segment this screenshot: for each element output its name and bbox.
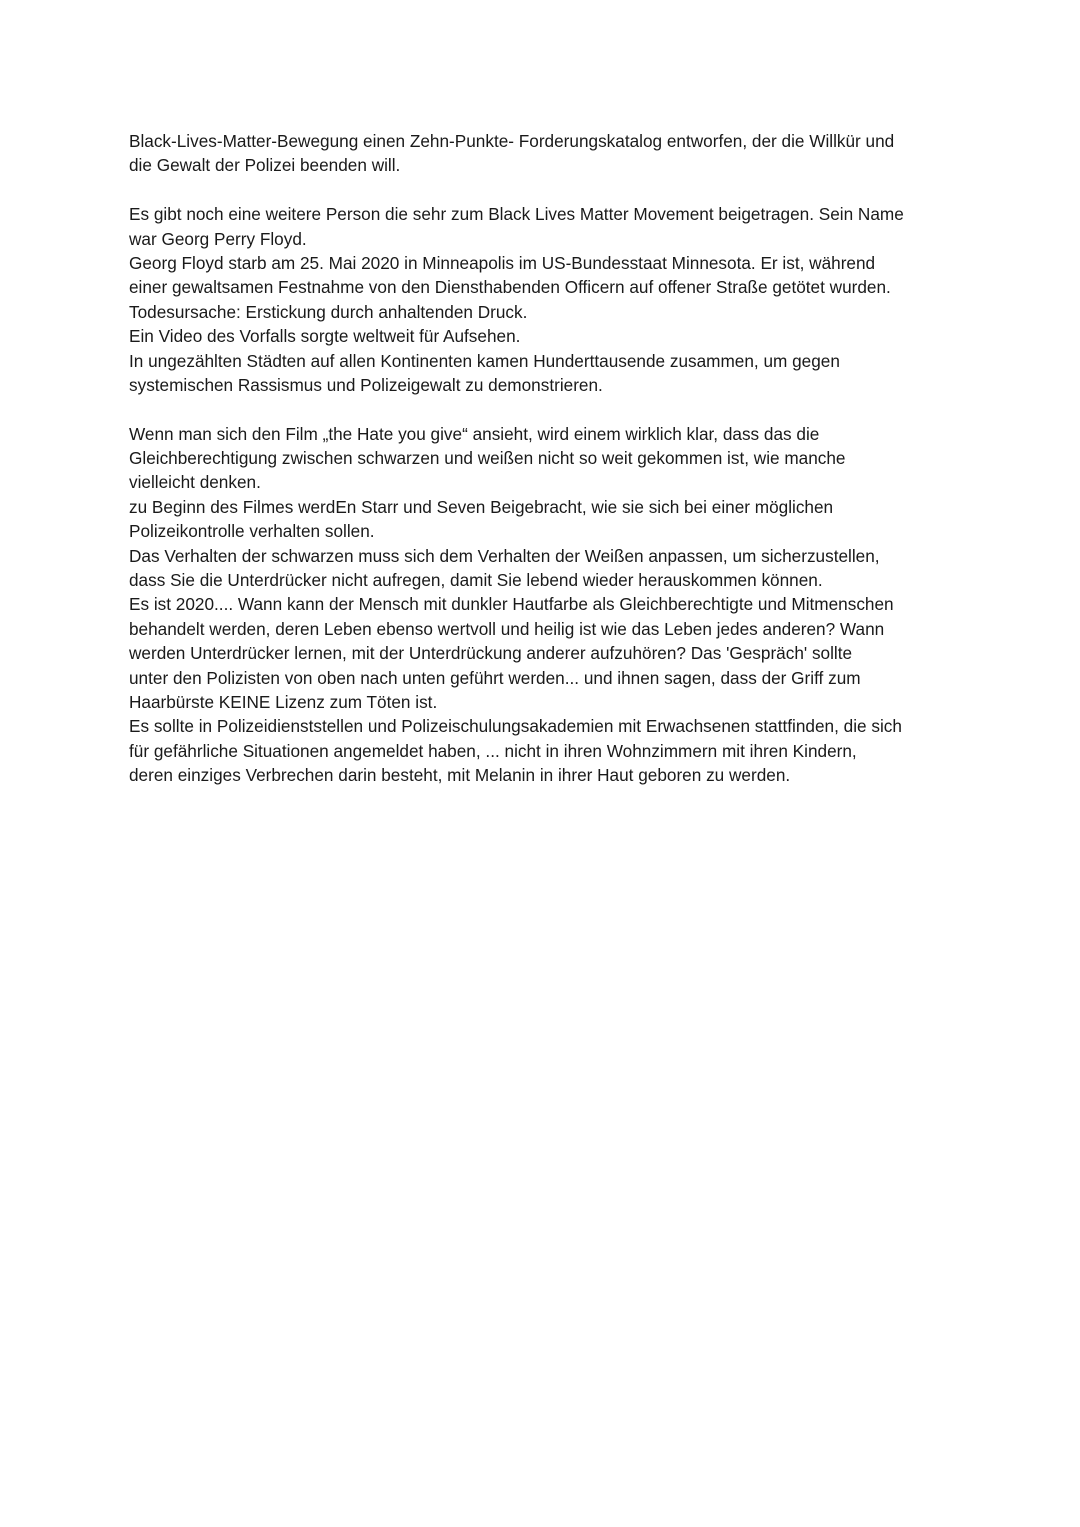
text-line: Es ist 2020.... Wann kann der Mensch mit dunkler Hautfarbe als Gleichberechtigte und Mitmenschen [129, 594, 894, 615]
text-line: Es sollte in Polizeidienststellen und Polizeischulungsakademien mit Erwachsenen stattfinden, die sich [129, 716, 902, 737]
text-line: systemischen Rassismus und Polizeigewalt zu demonstrieren. [129, 374, 603, 395]
paragraph-1 [129, 129, 969, 178]
text-line: Das Verhalten der schwarzen muss sich dem Verhalten der Weißen anpassen, um sicherzustellen, [129, 545, 880, 566]
text-line: Black-Lives-Matter-Bewegung einen Zehn-Punkte- Forderungskatalog entworfen, der die Willkür und [129, 131, 895, 151]
text-line: Todesursache: Erstickung durch anhaltenden Druck. [129, 301, 528, 322]
text-line: Polizeikontrolle verhalten sollen. [129, 521, 375, 542]
text-line: Es gibt noch eine weitere Person die sehr zum Black Lives Matter Movement beigetragen. Sein Name [129, 204, 904, 225]
text-line: einer gewaltsamen Festnahme von den Diensthabenden Officern auf offener Straße getötet wurden. [129, 277, 891, 298]
text-line: zu Beginn des Filmes werdEn Starr und Seven Beigebracht, wie sie sich bei einer möglichen [129, 496, 834, 517]
paragraph-2 [129, 202, 969, 397]
text-line: Haarbürste KEINE Lizenz zum Töten ist. [129, 691, 438, 712]
text-line: vielleicht denken. [129, 472, 261, 493]
text-line: war Georg Perry Floyd. [129, 228, 307, 249]
text-line: Georg Floyd starb am 25. Mai 2020 in Minneapolis im US-Bundesstaat Minnesota. Er ist, während [129, 252, 876, 273]
paragraph-3 [129, 422, 969, 788]
paragraph-gap [129, 178, 969, 202]
text-line: deren einziges Verbrechen darin besteht, mit Melanin in ihrer Haut geboren zu werden. [129, 765, 791, 786]
text-line: Gleichberechtigung zwischen schwarzen und weißen nicht so weit gekommen ist, wie manche [129, 448, 846, 469]
text-line: Wenn man sich den Film „the Hate you give“ ansieht, wird einem wirklich klar, dass das die [129, 423, 820, 444]
text-line: für gefährliche Situationen angemeldet haben, ... nicht in ihren Wohnzimmern mit ihren Kindern, [129, 740, 857, 761]
document-body [129, 129, 969, 788]
text-line: In ungezählten Städten auf allen Kontinenten kamen Hunderttausende zusammen, um gegen [129, 350, 840, 371]
text-line: die Gewalt der Polizei beenden will. [129, 155, 401, 176]
text-line: werden Unterdrücker lernen, mit der Unterdrückung anderer aufzuhören? Das 'Gespräch' sollte [129, 643, 853, 664]
text-line: Ein Video des Vorfalls sorgte weltweit für Aufsehen. [129, 326, 521, 347]
text-line: unter den Polizisten von oben nach unten geführt werden... und ihnen sagen, dass der Griff zum [129, 667, 861, 688]
text-line: dass Sie die Unterdrücker nicht aufregen, damit Sie lebend wieder herauskommen können. [129, 570, 823, 591]
paragraph-gap [129, 397, 969, 421]
text-line: behandelt werden, deren Leben ebenso wertvoll und heilig ist wie das Leben jedes anderen? Wann [129, 618, 885, 639]
